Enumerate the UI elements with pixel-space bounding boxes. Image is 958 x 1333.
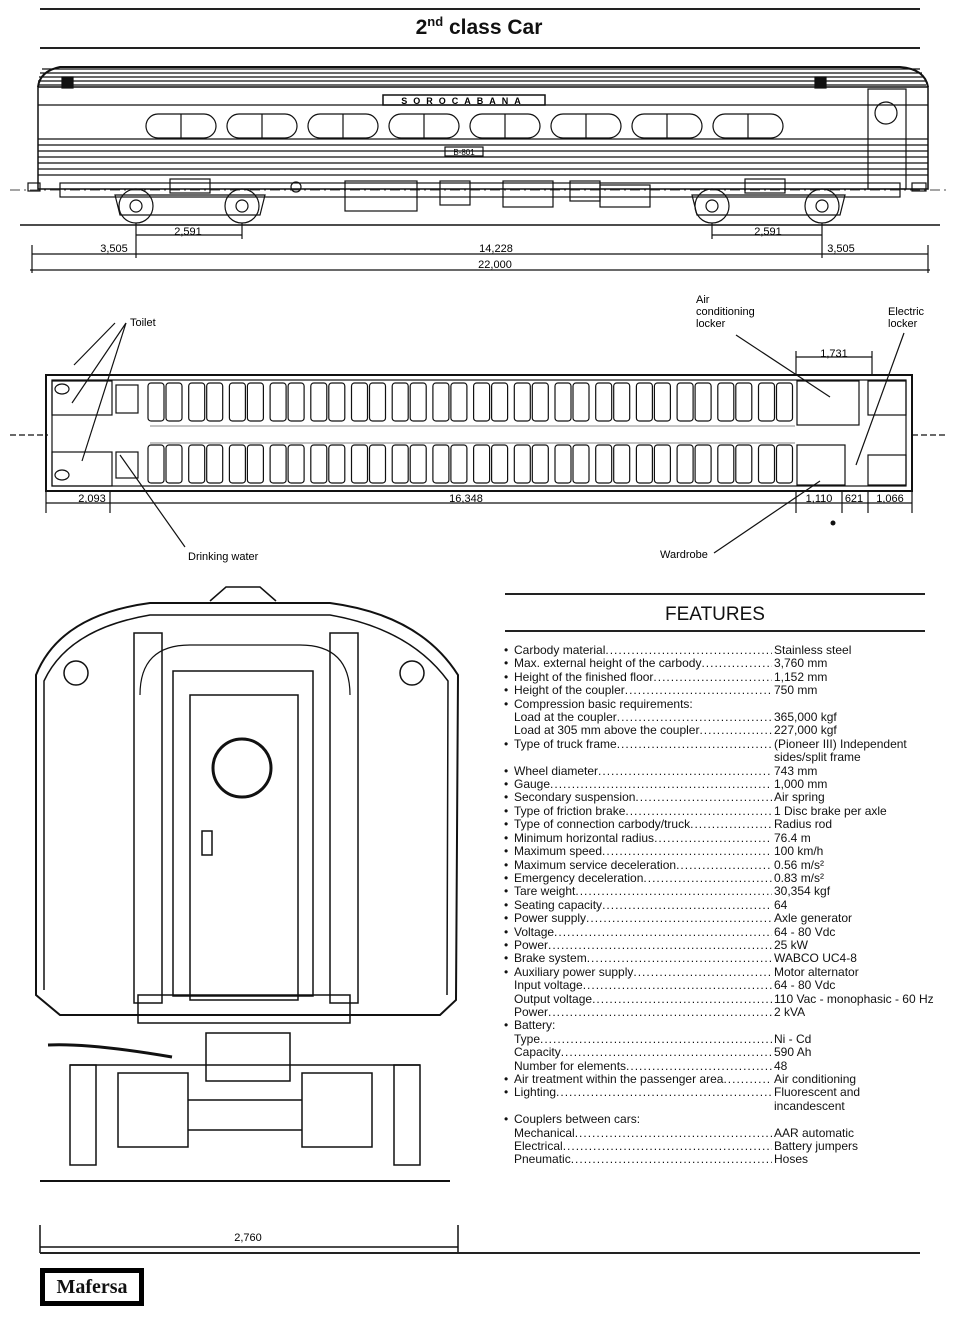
feature-row <box>504 859 944 872</box>
feature-row <box>504 872 944 885</box>
feature-name: Type of connection carbody/truck <box>514 817 691 832</box>
truck-right <box>692 179 845 223</box>
bullet <box>504 1140 514 1153</box>
seat <box>759 383 775 421</box>
seat <box>410 445 426 483</box>
feature-value: 1,152 mm <box>774 669 828 684</box>
bullet: • <box>504 844 509 859</box>
feature-row <box>504 1140 944 1153</box>
seat <box>207 445 223 483</box>
bullet <box>504 1046 514 1059</box>
leader-dots <box>592 993 772 1006</box>
seat <box>474 383 490 421</box>
label-drinking-water: Drinking water <box>188 551 259 563</box>
leader-dots <box>643 872 772 885</box>
feature-name: Output voltage <box>514 991 593 1006</box>
feature-name: Load at the coupler <box>514 710 617 725</box>
features-heading: FEATURES <box>665 604 765 625</box>
seat <box>514 383 530 421</box>
seat <box>247 383 263 421</box>
seat <box>229 383 245 421</box>
seat <box>329 445 345 483</box>
bullet: • <box>504 696 509 711</box>
truck-left <box>115 179 265 223</box>
plan-view <box>0 285 958 570</box>
seat <box>370 445 386 483</box>
bullet: • <box>504 937 509 952</box>
feature-name: Maximum speed <box>514 844 603 859</box>
seats-bottom-row <box>148 445 793 483</box>
feature-value <box>772 698 944 711</box>
feature-value: 30,354 kgf <box>774 884 831 899</box>
feature-row <box>504 1113 944 1126</box>
features-top-rule <box>505 593 925 595</box>
feature-row <box>504 1127 944 1140</box>
seat <box>492 445 508 483</box>
dim-plan-left: 2,093 <box>78 493 106 505</box>
feature-row <box>504 926 944 939</box>
feature-value: 64 - 80 Vdc <box>774 924 836 939</box>
leader-dots <box>602 845 772 858</box>
feature-value: 76.4 m <box>774 830 811 845</box>
bullet: • <box>504 857 509 872</box>
seat <box>189 445 205 483</box>
feature-row <box>504 845 944 858</box>
title-rule <box>40 47 920 49</box>
feature-row <box>504 671 944 684</box>
seat <box>532 383 548 421</box>
bullet: • <box>504 803 509 818</box>
leader-dots <box>563 1140 772 1153</box>
feature-value: Hoses <box>774 1152 809 1167</box>
feature-value: Ni - Cd <box>774 1031 812 1046</box>
leader-dots <box>587 952 772 965</box>
feature-value: 100 km/h <box>774 844 824 859</box>
feature-value: incandescent <box>774 1098 845 1113</box>
seat <box>352 445 368 483</box>
feature-value: 743 mm <box>774 763 818 778</box>
feature-row <box>504 738 944 751</box>
dim-bogie-left: 2,591 <box>174 226 202 238</box>
leader-dots <box>701 657 772 670</box>
feature-name: Number for elements <box>514 1058 627 1073</box>
bullet: • <box>504 643 509 657</box>
bullet: • <box>504 669 509 684</box>
seat <box>311 445 327 483</box>
seat <box>736 383 752 421</box>
seat <box>596 445 612 483</box>
seat <box>370 383 386 421</box>
feature-name: Tare weight <box>514 884 576 899</box>
feature-name: Emergency deceleration <box>514 870 644 885</box>
feature-row <box>504 912 944 925</box>
feature-row <box>504 993 944 1006</box>
seat <box>636 383 652 421</box>
seats-top-row <box>148 383 793 421</box>
leader-dots <box>617 711 772 724</box>
seat <box>654 445 670 483</box>
bullet: • <box>504 763 509 778</box>
seat <box>270 383 286 421</box>
bullet: • <box>504 1112 509 1127</box>
dim-end-right: 3,505 <box>827 243 855 255</box>
leader-dots <box>653 671 772 684</box>
page-title: 2nd class Car <box>415 14 543 39</box>
seat <box>695 383 711 421</box>
feature-value: 64 - 80 Vdc <box>774 978 836 993</box>
feature-name: Height of the coupler <box>514 683 625 698</box>
feature-name: Type <box>514 1031 541 1046</box>
leader-dots <box>625 805 772 818</box>
seat <box>636 445 652 483</box>
feature-value: (Pioneer III) Independent <box>774 736 907 751</box>
bullet <box>504 711 514 724</box>
seat <box>148 445 164 483</box>
bullet: • <box>504 951 509 966</box>
feature-value: 2 kVA <box>774 1004 806 1019</box>
bullet <box>504 1060 514 1073</box>
bullet: • <box>504 1018 509 1033</box>
feature-value: 48 <box>774 1058 788 1073</box>
bullet: • <box>504 911 509 926</box>
leader-dots <box>723 1073 772 1086</box>
dim-plan-r2: 621 <box>844 493 864 505</box>
leader-dots <box>561 1046 772 1059</box>
seat <box>288 383 304 421</box>
seat <box>614 383 630 421</box>
leader-dots <box>548 939 772 952</box>
seat <box>474 445 490 483</box>
feature-name: Power supply <box>514 911 587 926</box>
dim-plan-mid: 16,348 <box>449 493 483 505</box>
label-electric-locker: Electric locker <box>888 306 925 330</box>
label-ac-locker: Air conditioning locker <box>696 294 755 330</box>
feature-row <box>504 1086 944 1099</box>
feature-value: 110 Vac - monophasic - 60 Hz <box>774 991 934 1006</box>
feature-value: Battery jumpers <box>774 1139 859 1154</box>
dim-end-left: 3,505 <box>100 243 128 255</box>
leader-dots <box>554 926 772 939</box>
feature-name: Brake system <box>514 951 587 966</box>
seat <box>392 383 408 421</box>
seat <box>654 383 670 421</box>
feature-name: Mechanical <box>514 1125 575 1140</box>
bullet <box>504 1127 514 1140</box>
leader-dots <box>633 966 772 979</box>
leader-dots <box>602 899 772 912</box>
seat <box>555 445 571 483</box>
bullet: • <box>504 897 509 912</box>
label-toilet: Toilet <box>130 317 156 329</box>
feature-name: Voltage <box>514 924 555 939</box>
leader-dots <box>635 791 772 804</box>
feature-value <box>772 1113 944 1126</box>
leader-dots <box>654 832 772 845</box>
seat <box>207 383 223 421</box>
seat <box>148 383 164 421</box>
seat <box>514 445 530 483</box>
feature-row <box>504 899 944 912</box>
feature-row <box>504 939 944 952</box>
feature-value: Axle generator <box>774 911 853 926</box>
feature-row <box>504 791 944 804</box>
leader-dots <box>625 684 772 697</box>
feature-value: Stainless steel <box>774 643 852 657</box>
feature-row <box>504 724 944 737</box>
seat <box>555 383 571 421</box>
seat <box>329 383 345 421</box>
leader-dots <box>548 1006 772 1019</box>
seat <box>392 445 408 483</box>
feature-value: 0.56 m/s² <box>774 857 825 872</box>
feature-name: Auxiliary power supply <box>514 964 634 979</box>
features-bottom-rule <box>505 630 925 632</box>
feature-row <box>504 1046 944 1059</box>
feature-name: Seating capacity <box>514 897 603 912</box>
seat <box>573 383 589 421</box>
top-rule <box>40 8 920 10</box>
dim-plan-r1: 1,110 <box>805 493 833 505</box>
bullet <box>504 993 514 1006</box>
feature-name: Wheel diameter <box>514 763 599 778</box>
feature-row <box>504 657 944 670</box>
feature-row <box>504 1033 944 1046</box>
feature-row <box>504 952 944 965</box>
seat <box>677 445 693 483</box>
seat <box>736 445 752 483</box>
bullet <box>504 1033 514 1046</box>
feature-row <box>504 1060 944 1073</box>
feature-name: Capacity <box>514 1045 561 1060</box>
feature-value: 3,760 mm <box>774 656 828 671</box>
feature-value: 1,000 mm <box>774 777 828 792</box>
feature-name: Secondary suspension <box>514 790 636 805</box>
leader-dots <box>575 1127 772 1140</box>
feature-row <box>504 1153 944 1166</box>
seat <box>532 445 548 483</box>
bullet: • <box>504 777 509 792</box>
seat <box>288 445 304 483</box>
feature-row <box>504 966 944 979</box>
bullet: • <box>504 884 509 899</box>
bullet: • <box>504 1072 509 1086</box>
feature-value: 1 Disc brake per axle <box>774 803 887 818</box>
seat <box>189 383 205 421</box>
seat <box>759 445 775 483</box>
feature-row <box>504 885 944 898</box>
bullet: • <box>504 924 509 939</box>
seat <box>433 445 449 483</box>
feature-name: Power <box>514 1004 549 1019</box>
leader-dots <box>556 1086 772 1099</box>
leader-dots <box>586 912 772 925</box>
feature-value: AAR automatic <box>774 1125 855 1140</box>
seat <box>166 383 182 421</box>
label-wardrobe: Wardrobe <box>660 549 708 561</box>
feature-row <box>504 684 944 697</box>
bullet: • <box>504 830 509 845</box>
seat <box>352 383 368 421</box>
seat <box>695 445 711 483</box>
leader-dots <box>598 765 772 778</box>
seat <box>451 445 467 483</box>
dim-top-right: 1,731 <box>820 348 848 360</box>
bullet: • <box>504 656 509 671</box>
seat <box>433 383 449 421</box>
feature-value: 227,000 kgf <box>774 723 837 738</box>
feature-name: Couplers between cars: <box>514 1112 641 1127</box>
seat <box>492 383 508 421</box>
leader-dots <box>676 859 772 872</box>
feature-name: Pneumatic <box>514 1152 571 1167</box>
feature-value: Motor alternator <box>774 964 859 979</box>
bullet: • <box>504 683 509 698</box>
dim-bogie-right: 2,591 <box>754 226 782 238</box>
bullet <box>504 1153 514 1166</box>
leader-dots <box>605 644 772 657</box>
bullet: • <box>504 1085 509 1100</box>
seat <box>718 445 734 483</box>
feature-name: Minimum horizontal radius <box>514 830 655 845</box>
leader-dots <box>583 979 772 992</box>
feature-value: Air conditioning <box>774 1072 857 1086</box>
dim-overall: 22,000 <box>478 259 512 271</box>
leader-dots <box>617 738 772 751</box>
dim-bogie-centers: 14,228 <box>479 243 513 255</box>
feature-name: Lighting <box>514 1085 557 1100</box>
bullet: • <box>504 736 509 751</box>
seat <box>166 445 182 483</box>
bullet: • <box>504 790 509 805</box>
seat <box>777 445 793 483</box>
leader-dots <box>575 885 772 898</box>
bottom-rule <box>40 1252 920 1254</box>
seat <box>311 383 327 421</box>
feature-value: 0.83 m/s² <box>774 870 825 885</box>
feature-value: WABCO UC4-8 <box>774 951 857 966</box>
feature-name: Input voltage <box>514 978 583 993</box>
feature-name: Power <box>514 937 549 952</box>
feature-name: Carbody material <box>514 643 606 657</box>
bullet: • <box>504 817 509 832</box>
seat <box>410 383 426 421</box>
feature-name: Type of friction brake <box>514 803 626 818</box>
feature-value: Air spring <box>774 790 825 805</box>
feature-name: Air treatment within the passenger area <box>514 1072 724 1086</box>
bullet <box>504 724 514 737</box>
feature-row <box>504 832 944 845</box>
feature-row <box>504 765 944 778</box>
bullet <box>504 1006 514 1019</box>
feature-value: 365,000 kgf <box>774 710 837 725</box>
seat <box>596 383 612 421</box>
feature-name: Electrical <box>514 1139 563 1154</box>
leader-dots <box>540 1033 772 1046</box>
feature-value <box>772 1019 944 1032</box>
dim-end-width: 2,760 <box>234 1232 262 1244</box>
feature-name: Type of truck frame <box>514 736 617 751</box>
end-view <box>0 585 490 1255</box>
leader-dots <box>699 724 772 737</box>
seat <box>777 383 793 421</box>
seat <box>614 445 630 483</box>
feature-name: Battery: <box>514 1018 556 1033</box>
feature-value: Radius rod <box>774 817 833 832</box>
car-number: B-801 <box>453 148 475 157</box>
seat <box>573 445 589 483</box>
feature-name: Max. external height of the carbody <box>514 656 702 671</box>
feature-row <box>504 711 944 724</box>
feature-value: Fluorescent and <box>774 1085 861 1100</box>
feature-row <box>504 778 944 791</box>
feature-value: sides/split frame <box>774 750 861 765</box>
leader-dots <box>690 818 772 831</box>
mafersa-logo: Mafersa <box>40 1268 144 1306</box>
bullet: • <box>504 964 509 979</box>
feature-row <box>504 805 944 818</box>
seat <box>247 445 263 483</box>
feature-row <box>504 818 944 831</box>
feature-value: 64 <box>774 897 788 912</box>
feature-name: Load at 305 mm above the coupler <box>514 723 700 738</box>
window-row <box>146 114 783 138</box>
feature-value: 750 mm <box>774 683 818 698</box>
feature-value: 590 Ah <box>774 1045 812 1060</box>
features-list <box>504 644 944 1167</box>
feature-name: Maximum service deceleration <box>514 857 677 872</box>
feature-row <box>504 698 944 711</box>
seat <box>229 445 245 483</box>
leader-dots <box>550 778 772 791</box>
name-plate: SOROCABANA <box>401 96 527 106</box>
feature-row <box>504 979 944 992</box>
bullet: • <box>504 870 509 885</box>
feature-name: Compression basic requirements: <box>514 696 693 711</box>
seat <box>270 445 286 483</box>
side-view <box>0 55 958 275</box>
feature-row <box>504 1073 944 1086</box>
feature-name: Gauge <box>514 777 551 792</box>
leader-dots <box>693 698 772 711</box>
feature-name: Height of the finished floor <box>514 669 654 684</box>
feature-row <box>504 644 944 657</box>
dim-plan-r3: 1,066 <box>876 493 904 505</box>
leader-dots <box>555 1019 772 1032</box>
feature-row <box>504 1019 944 1032</box>
seat <box>718 383 734 421</box>
seat <box>677 383 693 421</box>
bullet <box>504 979 514 992</box>
leader-dots <box>626 1060 772 1073</box>
feature-value: 25 kW <box>774 937 809 952</box>
feature-row-continued <box>504 1100 944 1113</box>
feature-row-continued <box>504 751 944 764</box>
seat <box>451 383 467 421</box>
feature-row <box>504 1006 944 1019</box>
leader-dots <box>571 1153 772 1166</box>
leader-dots <box>640 1113 772 1126</box>
